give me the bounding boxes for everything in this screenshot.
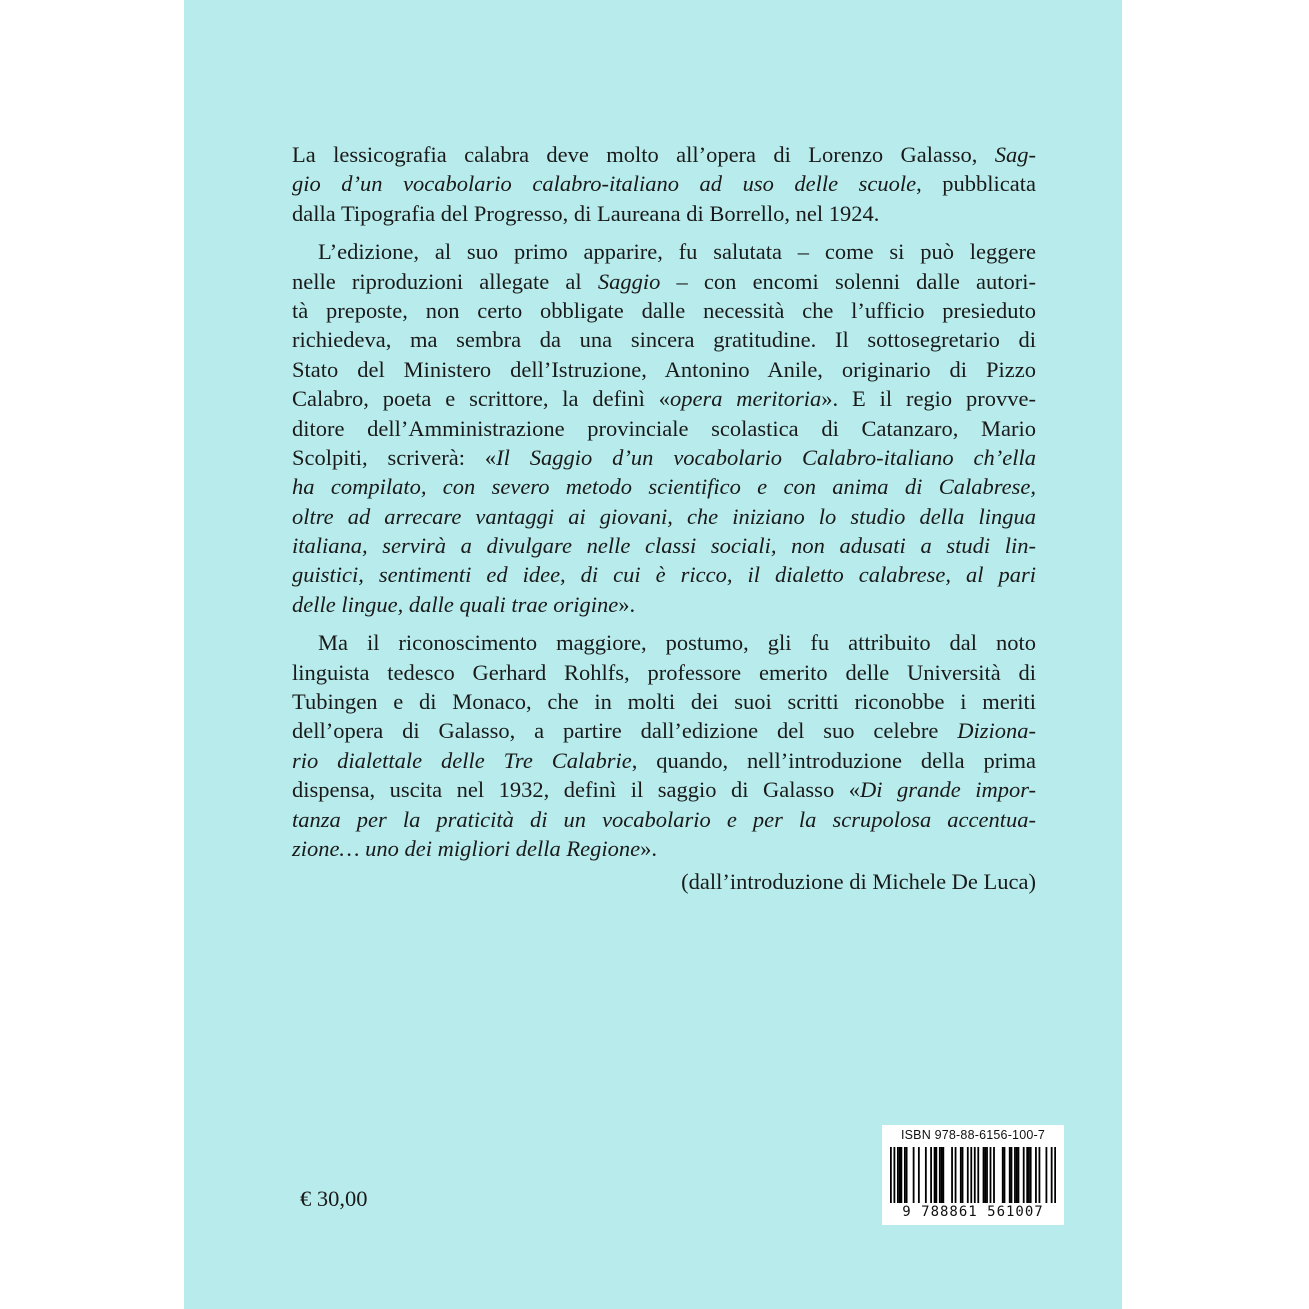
- text-line: Scolpiti, scriverà: «Il Saggio d’un vocabolario Calabro-italiano ch’ella: [292, 444, 1036, 470]
- barcode-bar: [942, 1147, 944, 1203]
- barcode-bar: [1023, 1147, 1025, 1203]
- text-line: linguista tedesco Gerhard Rohlfs, professore emerito delle Università di: [292, 659, 1036, 685]
- barcode-bar: [1030, 1147, 1032, 1203]
- barcode-bar: [1028, 1147, 1030, 1203]
- barcode-bar: [955, 1147, 957, 1203]
- barcode-bar: [897, 1147, 899, 1203]
- blurb-text: [292, 140, 1036, 897]
- isbn-digits: 9 788861 561007: [902, 1204, 1044, 1220]
- price-label: € 30,00: [300, 1186, 368, 1211]
- barcode-bar: [904, 1147, 906, 1203]
- barcode-bar: [970, 1147, 972, 1203]
- barcode-bar: [918, 1147, 920, 1203]
- barcode-bar: [913, 1147, 915, 1203]
- barcode-bar: [934, 1147, 936, 1203]
- barcode-bar: [1051, 1147, 1053, 1203]
- barcode-bar: [977, 1147, 979, 1203]
- barcode-bar: [960, 1147, 962, 1203]
- barcode-bar: [967, 1147, 969, 1203]
- barcode-bar: [925, 1147, 927, 1203]
- text-line: guistici, sentimenti ed idee, di cui è ricco, il dialetto calabrese, al pari: [292, 562, 1036, 588]
- barcode-bar: [986, 1147, 988, 1203]
- text-line: delle lingue, dalle quali trae origine».: [292, 591, 636, 617]
- barcode-bar: [1011, 1147, 1013, 1203]
- barcode-bar: [1039, 1147, 1041, 1203]
- barcode: [890, 1147, 1056, 1203]
- barcode-bar: [893, 1147, 895, 1203]
- text-line: La lessicografia calabra deve molto all’opera di Lorenzo Galasso, Sag-: [292, 142, 1036, 167]
- barcode-bar: [1046, 1147, 1048, 1203]
- text-line: ditore dell’Amministrazione provinciale scolastica di Catanzaro, Mario: [292, 415, 1036, 441]
- barcode-bar: [930, 1147, 932, 1203]
- barcode-bar: [1026, 1147, 1028, 1203]
- barcode-bar: [951, 1147, 953, 1203]
- barcode-bar: [1009, 1147, 1011, 1203]
- barcode-bar: [900, 1147, 902, 1203]
- barcode-bar: [990, 1147, 992, 1203]
- barcode-bar: [941, 1147, 943, 1203]
- text-line: gio d’un vocabolario calabro-italiano ad uso delle scuole, pubblicata: [292, 171, 1036, 197]
- barcode-bar: [974, 1147, 976, 1203]
- text-line: L’edizione, al suo primo apparire, fu salutata – come si può leggere: [318, 239, 1036, 265]
- text-line: dalla Tipografia del Progresso, di Laureana di Borrello, nel 1924.: [292, 200, 880, 226]
- barcode-bar: [993, 1147, 995, 1203]
- text-line: tanza per la praticità di un vocabolario e per la scrupolosa accentua-: [292, 806, 1036, 832]
- barcode-bar: [983, 1147, 985, 1203]
- barcode-bar: [1014, 1147, 1016, 1203]
- barcode-bar: [935, 1147, 937, 1203]
- barcode-bar: [906, 1147, 908, 1203]
- text-line: rio dialettale delle Tre Calabrie, quando, nell’introduzione della prima: [292, 747, 1036, 773]
- text-line: oltre ad arrecare vantaggi ai giovani, che iniziano lo studio della lingua: [292, 503, 1036, 529]
- text-line: tà preposte, non certo obbligate dalle necessità che l’ufficio presieduto: [292, 297, 1036, 323]
- barcode-bar: [1035, 1147, 1037, 1203]
- barcode-bar: [1054, 1147, 1056, 1203]
- text-line: Calabro, poeta e scrittore, la definì «opera meritoria». E il regio provve-: [292, 386, 1037, 412]
- barcode-bar: [1016, 1147, 1018, 1203]
- text-line: richiedeva, ma sembra da una sincera gratitudine. Il sottosegretario di: [292, 327, 1036, 353]
- attribution: (dall’introduzione di Michele De Luca): [681, 869, 1036, 895]
- text-line: Tubingen e di Monaco, che in molti dei suoi scritti riconobbe i meriti: [292, 689, 1036, 715]
- barcode-bar: [1002, 1147, 1004, 1203]
- barcode-bar: [984, 1147, 986, 1203]
- text-line: ha compilato, con severo metodo scientifico e con anima di Calabrese,: [292, 474, 1036, 500]
- text-line: dell’opera di Galasso, a partire dall’edizione del suo celebre Diziona-: [292, 718, 1036, 744]
- text-line: nelle riproduzioni allegate al Saggio – con encomi solenni dalle autori-: [292, 268, 1036, 294]
- barcode-bar: [899, 1147, 901, 1203]
- text-line: zione… uno dei migliori della Regione».: [292, 835, 657, 861]
- barcode-bar: [1018, 1147, 1020, 1203]
- text-line: dispensa, uscita nel 1932, definì il saggio di Galasso «Di grande impor-: [292, 777, 1036, 803]
- barcode-bar: [939, 1147, 941, 1203]
- isbn-barcode-block: [882, 1125, 1064, 1225]
- barcode-bar: [1004, 1147, 1006, 1203]
- text-line: italiana, servirà a divulgare nelle classi sociali, non adusati a studi lin-: [292, 533, 1036, 559]
- barcode-bar: [962, 1147, 964, 1203]
- barcode-bar: [890, 1147, 892, 1203]
- text-line: Stato del Ministero dell’Istruzione, Antonino Anile, originario di Pizzo: [292, 356, 1036, 382]
- isbn-label: ISBN 978-88-6156-100-7: [900, 1128, 1046, 1142]
- text-line: Ma il riconoscimento maggiore, postumo, gli fu attribuito dal noto: [318, 630, 1036, 656]
- back-cover: [184, 0, 1122, 1309]
